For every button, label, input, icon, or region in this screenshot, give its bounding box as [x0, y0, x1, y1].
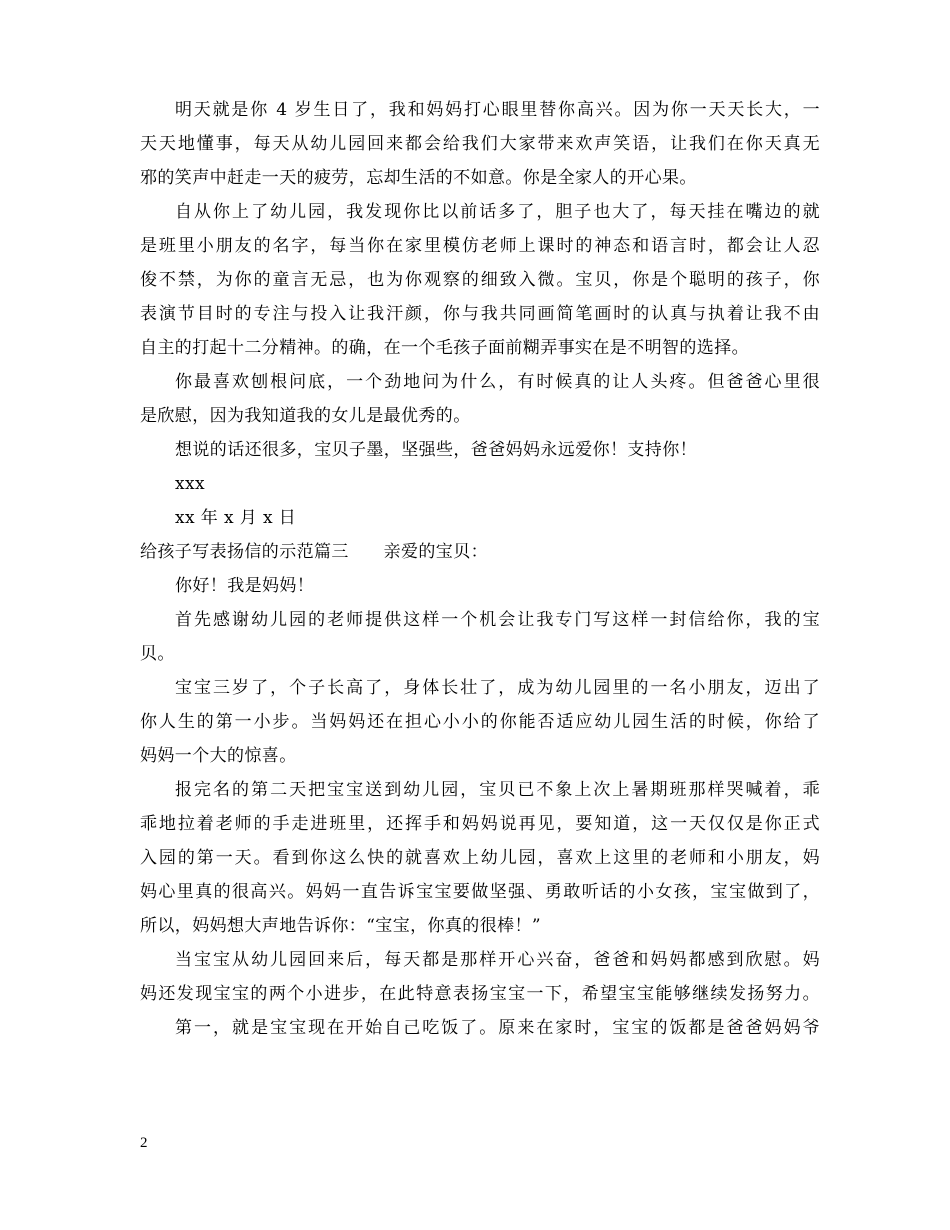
- text-line: 想说的话还很多，宝贝子墨，坚强些，爸爸妈妈永远爱你！支持你！: [175, 440, 697, 460]
- text-line: 明天就是你 4 岁生日了，我和妈妈打心眼里替你高兴。因为你一天天长大，一: [175, 100, 820, 120]
- text-line: 报完名的第二天把宝宝送到幼儿园，宝贝已不象上次上暑期班那样哭喊着，乖: [175, 780, 820, 800]
- text-line: xx 年 x 月 x 日: [175, 508, 297, 528]
- text-line: 首先感谢幼儿园的老师提供这样一个机会让我专门写这样一封信给你，我的宝: [175, 610, 820, 630]
- page-number: 2: [140, 1135, 148, 1151]
- text-line: 第一，就是宝宝现在开始自己吃饭了。原来在家时，宝宝的饭都是爸爸妈妈爷: [175, 1018, 820, 1038]
- text-line: 邪的笑声中赶走一天的疲劳，忘却生活的不如意。你是全家人的开心果。: [140, 168, 697, 188]
- text-line: xxx: [175, 474, 205, 494]
- text-line: 是欣慰，因为我知道我的女儿是最优秀的。: [140, 406, 471, 426]
- text-line: 自从你上了幼儿园，我发现你比以前话多了，胆子也大了，每天挂在嘴边的就: [175, 202, 820, 222]
- text-line: 妈妈一个大的惊喜。: [140, 746, 297, 766]
- text-line: 俊不禁，为你的童言无忌，也为你观察的细致入微。宝贝，你是个聪明的孩子，你: [140, 270, 820, 290]
- text-line: 是班里小朋友的名字，每当你在家里模仿老师上课时的神态和语言时，都会让人忍: [140, 236, 820, 256]
- text-line: 表演节目时的专注与投入让我汗颜，你与我共同画简笔画时的认真与执着让我不由: [140, 304, 820, 324]
- text-line: 你最喜欢刨根问底，一个劲地问为什么，有时候真的让人头疼。但爸爸心里很: [175, 372, 820, 392]
- text-line: 妈心里真的很高兴。妈妈一直告诉宝宝要做坚强、勇敢听话的小女孩，宝宝做到了，: [140, 882, 820, 902]
- text-line: 妈还发现宝宝的两个小进步，在此特意表扬宝宝一下，希望宝宝能够继续发扬努力。: [140, 984, 820, 1004]
- text-line: 当宝宝从幼儿园回来后，每天都是那样开心兴奋，爸爸和妈妈都感到欣慰。妈: [175, 950, 820, 970]
- text-line: 你好！我是妈妈！: [175, 576, 315, 596]
- body-text: [140, 93, 820, 1045]
- text-line: 给孩子写表扬信的示范篇三 亲爱的宝贝：: [140, 542, 488, 562]
- text-line: 宝宝三岁了，个子长高了，身体长壮了，成为幼儿园里的一名小朋友，迈出了: [175, 678, 820, 698]
- text-line: 所以，妈妈想大声地告诉你：“宝宝，你真的很棒！”: [140, 916, 541, 936]
- text-line: 贝。: [140, 644, 175, 664]
- text-line: 你人生的第一小步。当妈妈还在担心小小的你能否适应幼儿园生活的时候，你给了: [140, 712, 820, 732]
- text-line: 入园的第一天。看到你这么快的就喜欢上幼儿园，喜欢上这里的老师和小朋友，妈: [140, 848, 820, 868]
- text-line: 天天地懂事，每天从幼儿园回来都会给我们大家带来欢声笑语，让我们在你天真无: [140, 134, 820, 154]
- text-line: 自主的打起十二分精神。的确，在一个毛孩子面前糊弄事实在是不明智的选择。: [140, 338, 749, 358]
- text-line: 乖地拉着老师的手走进班里，还挥手和妈妈说再见，要知道，这一天仅仅是你正式: [140, 814, 820, 834]
